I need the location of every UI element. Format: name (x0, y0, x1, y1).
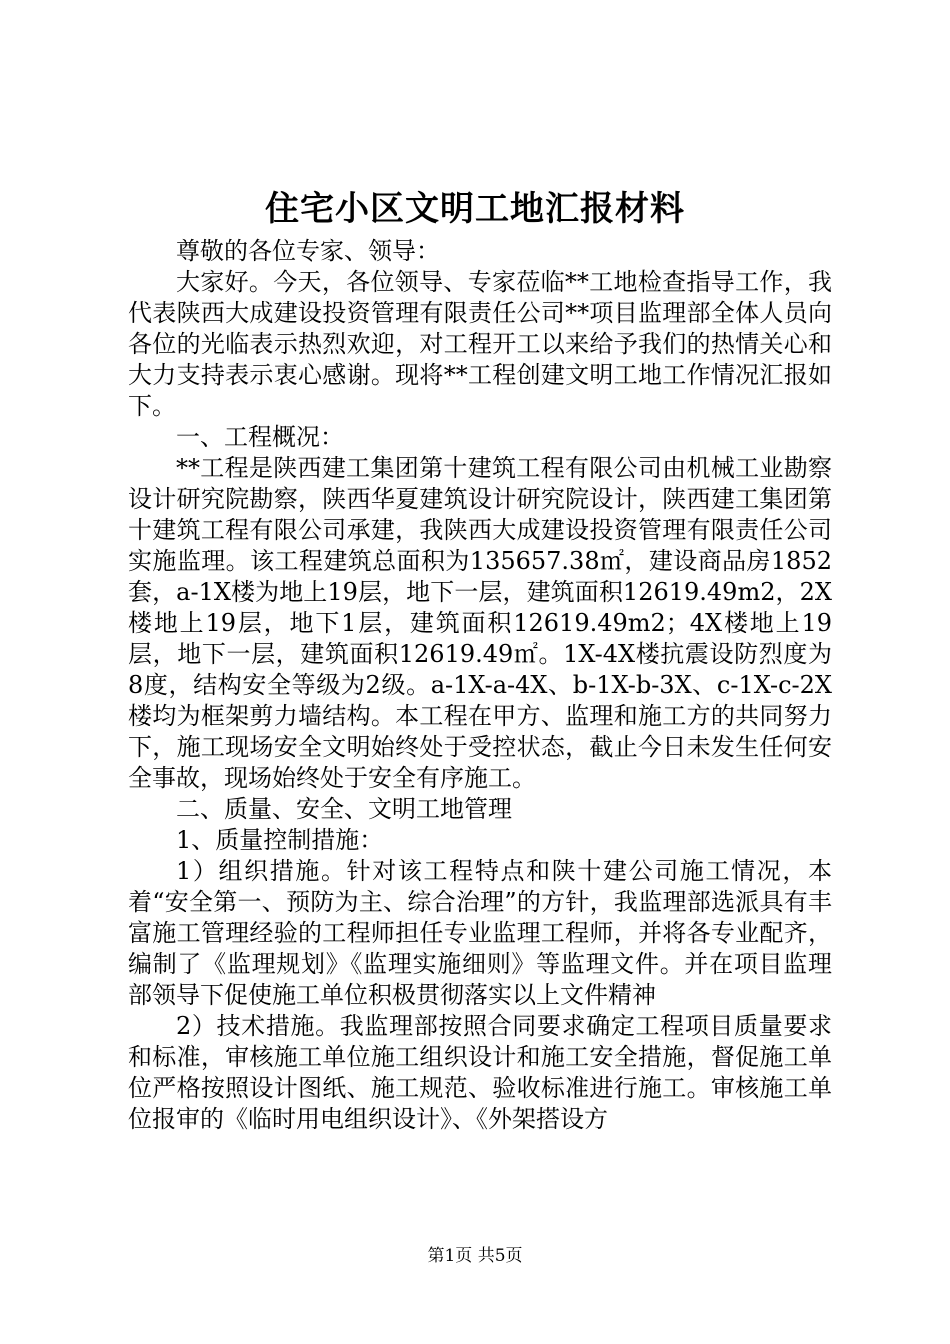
page-footer: 第1页 共5页 (427, 1246, 523, 1266)
section-heading-overview: 一、工程概况： (176, 423, 344, 451)
subsection-heading-quality: 1、质量控制措施： (176, 826, 384, 854)
paragraph-project-overview: **工程是陕西建工集团第十建筑工程有限公司由机械工业勘察设计研究院勘察，陕西华夏建筑设计研究院设计，陕西建工集团第十建筑工程有限公司承建，我陕西大成建设投资管理有限责任公司实施监理。该工程建筑总面积为135657.38㎡，建设商品房1852套，a-1X楼为地上19层，地下一层，建筑面积12619.49m2，2X楼地上19层，地下1层，建筑面积12619.49m2；4X楼地上19层，地下一层，建筑面积12619.49㎡。1X-4X楼抗震设防烈度为8度，结构安全等级为2级。a-1X-a-4X、b-1X-b-3X、c-1X-c-2X楼均为框架剪力墙结构。本工程在甲方、监理和施工方的共同努力下，施工现场安全文明始终处于受控状态，截止今日未发生任何安全事故，现场始终处于安全有序施工。 (128, 454, 832, 792)
paragraph-salutation: 尊敬的各位专家、领导： (176, 237, 440, 265)
paragraph-greeting: 大家好。今天，各位领导、专家莅临**工地检查指导工作，我代表陕西大成建设投资管理有限责任公司**项目监理部全体人员向各位的光临表示热烈欢迎，对工程开工以来给予我们的热情关心和大力支持表示衷心感谢。现将**工程创建文明工地工作情况汇报如下。 (128, 268, 832, 420)
paragraph-organization-measures: 1）组织措施。针对该工程特点和陕十建公司施工情况，本着“安全第一、预防为主、综合治理”的方针，我监理部选派具有丰富施工管理经验的工程师担任专业监理工程师，并将各专业配齐，编制了《监理规划》《监理实施细则》等监理文件。并在项目监理部领导下促使施工单位积极贯彻落实以上文件精神 (128, 857, 832, 1009)
section-heading-management: 二、质量、安全、文明工地管理 (176, 795, 512, 823)
document-title: 住宅小区文明工地汇报材料 (265, 189, 685, 229)
document-body (128, 236, 832, 1135)
paragraph-technical-measures: 2）技术措施。我监理部按照合同要求确定工程项目质量要求和标准，审核施工单位施工组织设计和施工安全措施，督促施工单位严格按照设计图纸、施工规范、验收标准进行施工。审核施工单位报审的《临时用电组织设计》、《外架搭设方 (128, 1012, 832, 1133)
